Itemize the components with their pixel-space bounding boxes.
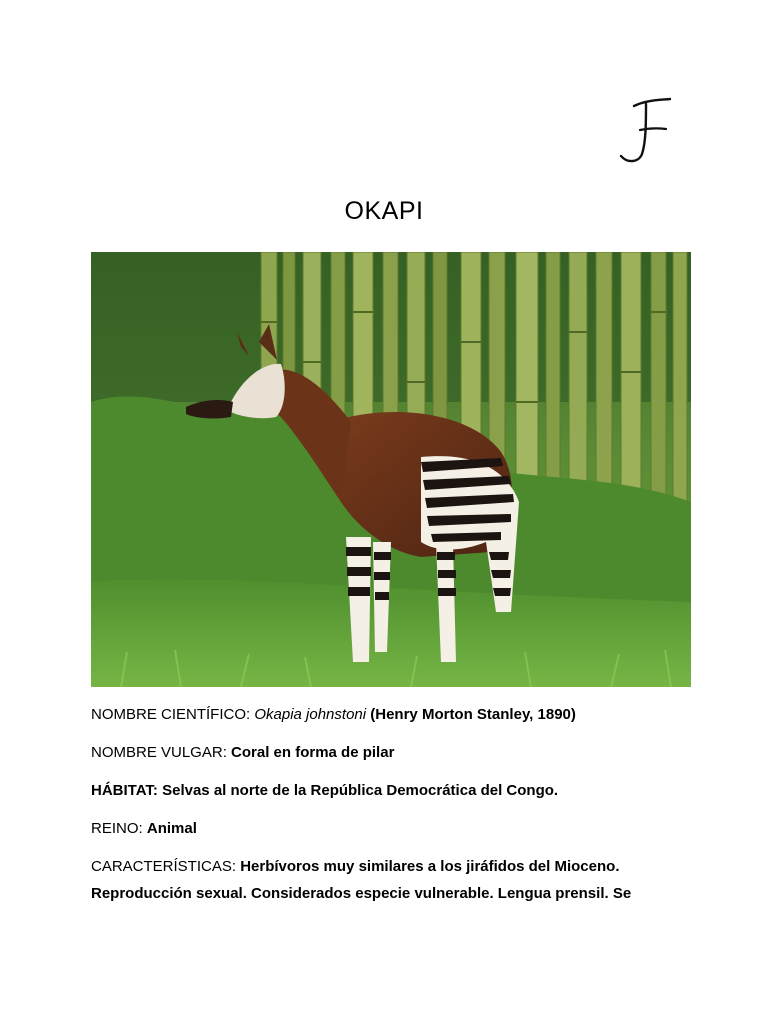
field-value-italic: Okapia johnstoni (254, 706, 367, 723)
field-nombre-cientifico (91, 705, 711, 724)
field-value: Herbívoros muy similares a los jiráfidos del Mioceno. (240, 858, 620, 875)
field-caracteristicas-continuation: Reproducción sexual. Considerados especie vulnerable. Lengua prensil. Se (91, 885, 632, 902)
field-label: REINO: (91, 820, 143, 837)
field-label: CARACTERÍSTICAS: (91, 858, 237, 875)
field-value: Animal (146, 820, 197, 837)
field-label: NOMBRE CIENTÍFICO: (91, 706, 251, 723)
field-value: Coral en forma de pilar (231, 744, 395, 761)
field-caracteristicas (91, 857, 711, 876)
page-title: OKAPI (344, 197, 424, 225)
field-habitat (91, 781, 711, 800)
field-reino (91, 819, 711, 838)
field-value: (Henry Morton Stanley, 1890) (370, 706, 576, 723)
field-nombre-vulgar (91, 743, 711, 762)
okapi-photo (91, 252, 691, 687)
field-label: HÁBITAT: (91, 782, 158, 799)
field-value: Selvas al norte de la República Democrática del Congo. (162, 782, 559, 799)
field-label: NOMBRE VULGAR: (91, 744, 227, 761)
handwritten-signature (612, 92, 682, 172)
